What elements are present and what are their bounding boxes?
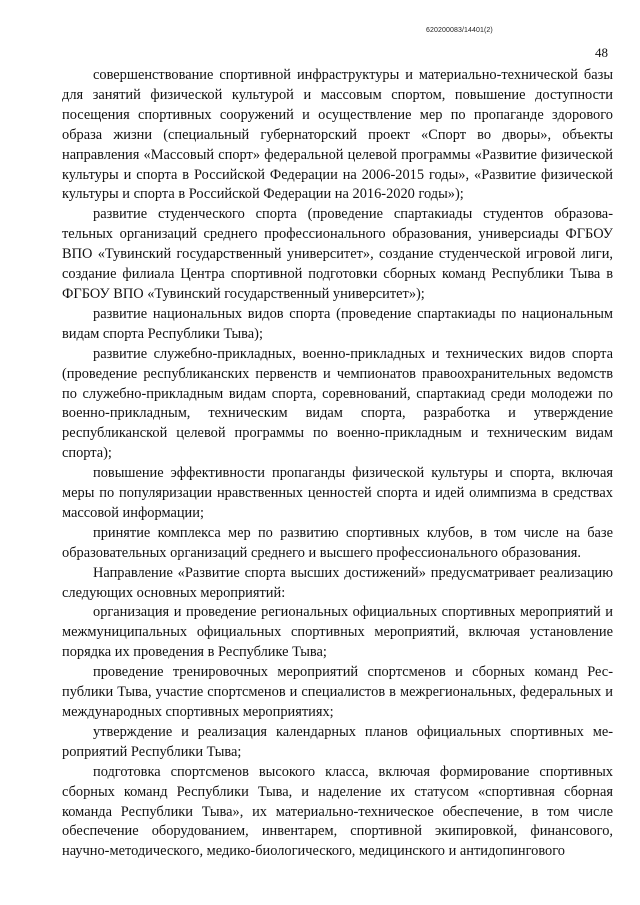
paragraph-military-applied-sports: развитие служебно-прикладных, военно-прикладных и технических видов спорта (проведение республиканских первенств и чемпионатов правоохранительных ведомств по служебно-прикладным видам спорта, соревнований, спартакиад среди молодежи по военно-прикладным, техническим видам спорта, разработка и утверждение республиканской целевой программы по военно-прикладным и техническим видам спорта); (62, 345, 613, 462)
paragraph-national-sports: развитие национальных видов спорта (проведение спартакиады по национальным видам спорта Республики Тыва); (62, 305, 613, 342)
paragraph-training-events: проведение тренировочных мероприятий спортсменов и сборных команд Республики Тыва, участие спортсменов и специалистов в межрегиональных, федеральных и международных спортивных мероприятиях; (62, 664, 613, 720)
document-code: 620200083/14401(2) (426, 27, 493, 34)
paragraph-calendar-plans: утверждение и реализация календарных планов официальных спортивных мероприятий Республики Тыва; (62, 723, 613, 760)
paragraph-sports-clubs: принятие комплекса мер по развитию спортивных клубов, в том числе на базе образовательных организаций среднего и высшего профессионального образования. (62, 524, 613, 561)
page-number: 48 (595, 45, 608, 60)
paragraph-regional-events: организация и проведение региональных официальных спортивных мероприятий и межмуниципальных официальных спортивных мероприятий, включая установление порядка их проведения в Республике Тыва; (62, 604, 613, 661)
paragraph-student-sport: развитие студенческого спорта (проведение спартакиады студентов образовательных организаций среднего профессионального образования, универсиады ФГБОУ ВПО «Тувинский государственный университет», создание студенческой игровой лиги, создание филиала Центра спортивной подготовки сборных команд Республики Тыва в ФГБОУ ВПО «Тувинский государственный университет»); (62, 206, 613, 302)
paragraph-high-achievement-direction: Направление «Развитие спорта высших достижений» предусматривает реализацию следующих основных мероприятий: (62, 564, 613, 601)
paragraph-propaganda: повышение эффективности пропаганды физической культуры и спорта, включая меры по популяризации нравственных ценностей спорта и идей олимпизма в средствах массовой информации; (62, 465, 613, 521)
paragraph-infrastructure: совершенствование спортивной инфраструктуры и материально-технической базы для занятий физической культурой и массовым спортом, повышение доступности посещения спортивных сооружений и осуществление мер по пропаганде здорового образа жизни (специальный губернаторский проект «Спорт во дворы», объекты направления «Массовый спорт» федеральной целевой программы «Развитие физической культуры и спорта в Российской Федерации на 2006-2015 годы», «Развитие физической культуры и спорта в Российской Федерации на 2016-2020 годы»); (62, 67, 613, 203)
document-body (62, 66, 613, 862)
paragraph-athlete-training: подготовка спортсменов высокого класса, включая формирование спортивных сборных команд Республики Тыва, и наделение их статусом «спортивная сборная команда Республики Тыва», их материально-техническое обеспечение, в том числе обеспечение оборудованием, инвентарем, спортивной экипировкой, финансового, научно-методического, медико-биологического, медицинского и антидопингового (62, 763, 613, 860)
